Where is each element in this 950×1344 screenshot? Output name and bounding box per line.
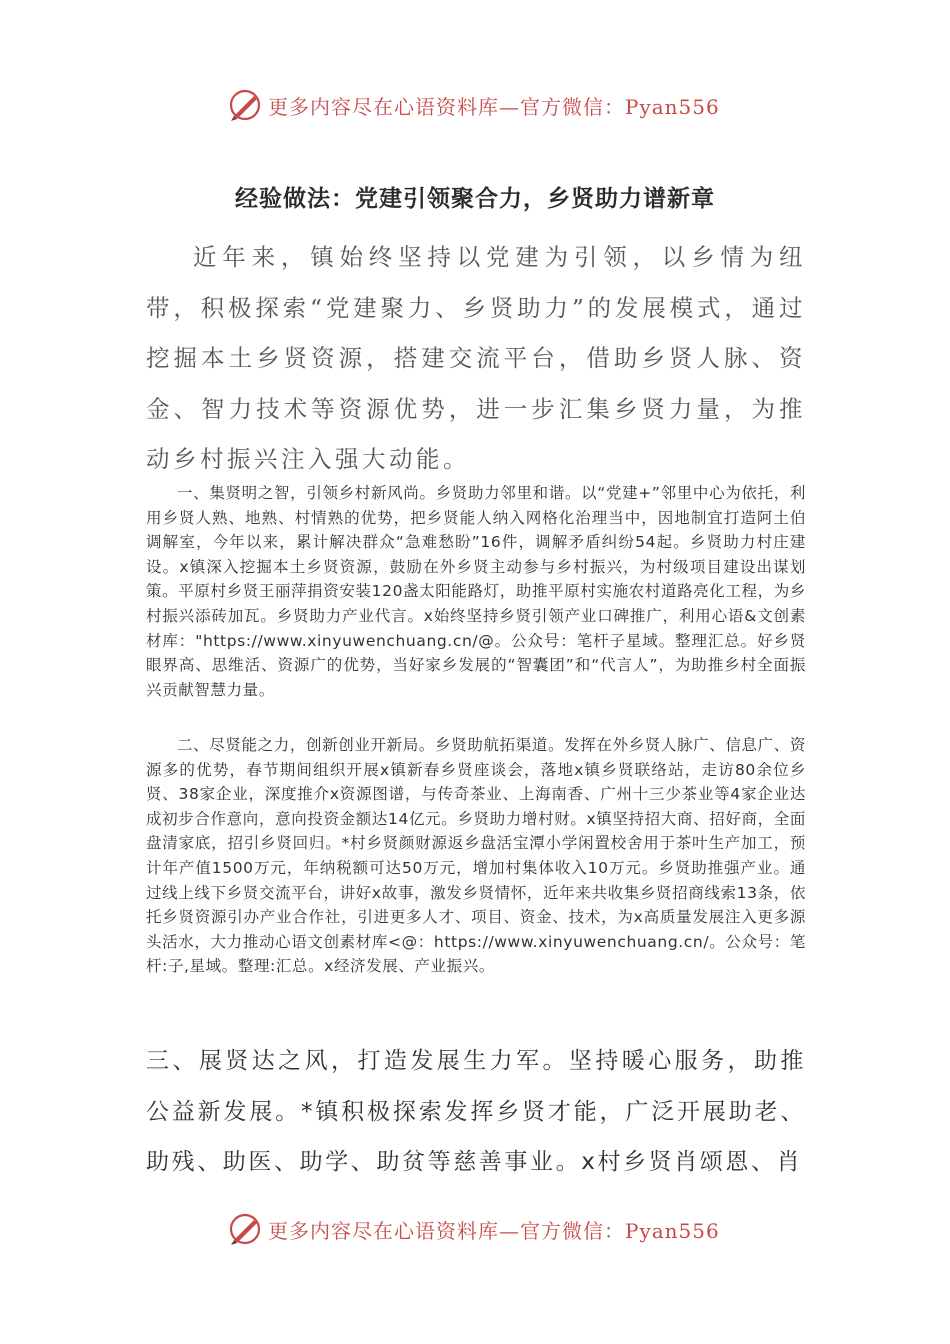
pen-logo-icon bbox=[228, 88, 262, 122]
section-three-paragraph: 三、展贤达之风，打造发展生力军。坚持暖心服务，助推公益新发展。*镇积极探索发挥乡贤才能，广泛开展助老、助残、助医、助学、助贫等慈善事业。x村乡贤肖颂恩、肖 bbox=[146, 1048, 806, 1175]
watermark-footer bbox=[228, 1212, 720, 1246]
section-two-paragraph: 二、尽贤能之力，创新创业开新局。乡贤助航拓渠道。发挥在外乡贤人脉广、信息广、资源多的优势，春节期间组织开展x镇新春乡贤座谈会，落地x镇乡贤联络站，走访80余位乡贤、38家企业，深度推介x资源图谱，与传奇茶业、上海南香、广州十三少茶业等4家企业达成初步合作意向，意向投资金额达14亿元。乡贤助力增村财。x镇坚持招大商、招好商，全面盘清家底，招引乡贤回归。*村乡贤颜财源返乡盘活宝潭小学闲置校舍用于茶叶生产加工，预计年产值1500万元，年纳税额可达50万元，增加村集体收入10万元。乡贤助推强产业。通过线上线下乡贤交流平台，讲好x故事，激发乡贤情怀，近年来共收集乡贤招商线索13条，依托乡贤资源引办产业合作社，引进更多人才、项目、资金、技术，为x高质量发展注入更多源头活水，大力推动心语文创素材库<@：https://www.xinyuwenchuang.cn/。公众号：笔杆:子,星域。整理:汇总。x经济发展、产业振兴。 bbox=[146, 736, 806, 976]
watermark-text: 更多内容尽在心语资料库—官方微信：Pyan556 bbox=[268, 1218, 720, 1243]
section-one-paragraph: 一、集贤明之智，引领乡村新风尚。乡贤助力邻里和谐。以“党建+”邻里中心为依托，利用乡贤人熟、地熟、村情熟的优势，把乡贤能人纳入网格化治理当中，因地制宜打造阿土伯调解室，今年以来，累计解决群众“急难愁盼”16件，调解矛盾纠纷54起。乡贤助力村庄建设。x镇深入挖掘本土乡贤资源，鼓励在外乡贤主动参与乡村振兴，为村级项目建设出谋划策。平原村乡贤王丽萍捐资安装120盏太阳能路灯，助推平原村实施农村道路亮化工程，为乡村振兴添砖加瓦。乡贤助力产业代言。x始终坚持乡贤引领产业口碑推广，利用心语&文创素材库："https://www.xinyuwenchuang.cn/@。公众号：笔杆子星域。整理汇总。好乡贤眼界高、思维活、资源广的优势，当好家乡发展的“智囊团”和“代言人”，为助推乡村全面振兴贡献智慧力量。 bbox=[146, 484, 806, 699]
pen-logo-icon bbox=[228, 1212, 262, 1246]
intro-paragraph: 近年来，镇始终坚持以党建为引领，以乡情为纽带，积极探索“党建聚力、乡贤助力”的发展模式，通过挖掘本土乡贤资源，搭建交流平台，借助乡贤人脉、资金、智力技术等资源优势，进一步汇集乡贤力量，为推动乡村振兴注入强大动能。 bbox=[146, 243, 806, 473]
watermark-header bbox=[228, 88, 720, 122]
watermark-text: 更多内容尽在心语资料库—官方微信：Pyan556 bbox=[268, 94, 720, 119]
document-title: 经验做法：党建引领聚合力，乡贤助力谱新章 bbox=[235, 185, 715, 212]
